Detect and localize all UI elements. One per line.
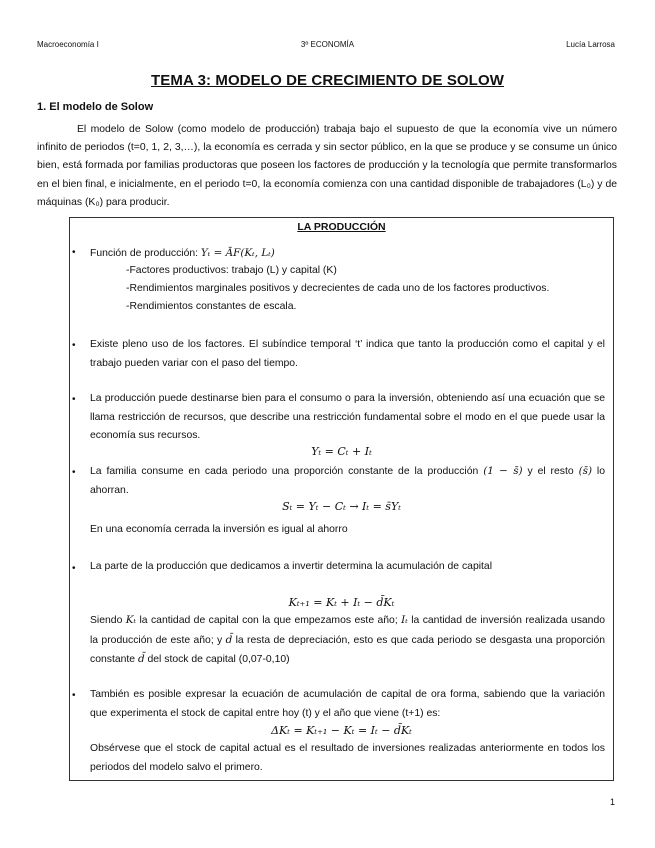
bullet-icon: • [72, 247, 76, 258]
equation-capital-variation: ΔKₜ = Kₜ₊₁ − Kₜ = Iₜ − d̄Kₜ [271, 724, 412, 737]
capital-explanation-m3: d̄ [225, 633, 233, 646]
capital-explanation-m4: d̄ [137, 653, 145, 666]
sub-item-scale-returns: -Rendimientos constantes de escala. [126, 301, 297, 312]
bullet-icon: • [72, 394, 76, 405]
savings-text-c: lo ahorran. [90, 466, 605, 496]
production-function-formula: Yₜ = ĀF(Kₜ, Lₜ) [200, 247, 275, 259]
capital-explanation-p4: la resta de depreciación, esto es que cada periodo se desgasta una proporción constante [90, 634, 606, 666]
capital-explanation-p2: la cantidad de capital con la que empezamos este año; [136, 615, 402, 626]
savings-text-b: y el resto [522, 466, 579, 477]
equation-capital-accumulation: Kₜ₊₁ = Kₜ + Iₜ − d̄Kₜ [288, 596, 395, 609]
capital-explanation-m1: Kₜ [125, 614, 137, 626]
page-number: 1 [609, 797, 615, 807]
bullet-icon: • [72, 690, 76, 701]
equation-resource-constraint: Yₜ = Cₜ + Iₜ [311, 445, 372, 458]
savings-math-b: (s̄) [578, 465, 593, 477]
section-heading: 1. El modelo de Solow [37, 101, 154, 113]
header-author: Lucía Larrosa [566, 40, 615, 49]
production-function-label: Función de producción: [90, 248, 201, 259]
sub-item-marginal-returns: -Rendimientos marginales positivos y decrecientes de cada uno de los factores productivos. [126, 283, 550, 294]
bullet-capital-variation: También es posible expresar la ecuación de acumulación de capital de ora forma, sabiendo que la variación que experimenta el stock de capital entre hoy (t) y el año que viene (t+1) es: [90, 689, 605, 719]
box-title: LA PRODUCCIÓN [297, 221, 386, 233]
bullet-resource-constraint: La producción puede destinarse bien para el consumo o para la inversión, obteniendo así una ecuación que se llama restricción de recursos, que describe una restricción fundamental sobre el modo en el que puede usar la economía sus recursos. [90, 393, 605, 442]
bullet-icon: • [72, 563, 76, 574]
capital-explanation-p1: Siendo [90, 615, 126, 626]
capital-explanation [90, 611, 605, 670]
equation-savings: Sₜ = Yₜ − Cₜ → Iₜ = s̄Yₜ [282, 500, 401, 513]
capital-variation-note: Obsérvese que el stock de capital actual es el resultado de inversiones realizadas anteriormente en todos los periodos del modelo salvo el primero. [90, 743, 605, 773]
capital-explanation-p3: la cantidad de inversión realizada usando la producción de este año; y [90, 615, 606, 646]
bullet-full-employment: Existe pleno uso de los factores. El subíndice temporal ‘t’ indica que tanto la producción como el capital y el trabajo pueden variar con el paso del tiempo. [90, 339, 605, 369]
header-course: Macroeconomía I [37, 40, 99, 49]
savings-text-a: La familia consume en cada periodo una proporción constante de la producción [90, 466, 484, 477]
bullet-icon: • [72, 467, 76, 478]
capital-explanation-p5: del stock de capital (0,07-0,10) [144, 654, 290, 666]
bullet-production-function [90, 244, 605, 264]
savings-note: En una economía cerrada la inversión es igual al ahorro [90, 524, 348, 535]
header-degree: 3º ECONOMÍA [300, 40, 355, 49]
bullet-savings [90, 462, 605, 500]
sub-item-factors: -Factores productivos: trabajo (L) y capital (K) [126, 265, 337, 276]
intro-paragraph: El modelo de Solow (como modelo de producción) trabaja bajo el supuesto de que la economía vive un número infinito de periodos (t=0, 1, 2, 3,…), la economía es cerrada y sin sector público, en la que se produce y se consume un único bien, está formada por familias productoras que poseen los factores de producción y la tecnología que permite transformarlos en el bien final, e inicialmente, en el periodo t=0, la economía comienza con una cantidad disponible de trabajadores (L₀) y de máquinas (K₀) para producir. [37, 124, 617, 208]
page-title: TEMA 3: MODELO DE CRECIMIENTO DE SOLOW [151, 72, 504, 89]
savings-math-a: (1 − s̄) [483, 465, 523, 477]
bullet-icon: • [72, 340, 76, 351]
capital-explanation-m2: Iₜ [401, 614, 408, 626]
bullet-capital-accumulation: La parte de la producción que dedicamos a invertir determina la acumulación de capital [90, 561, 493, 572]
